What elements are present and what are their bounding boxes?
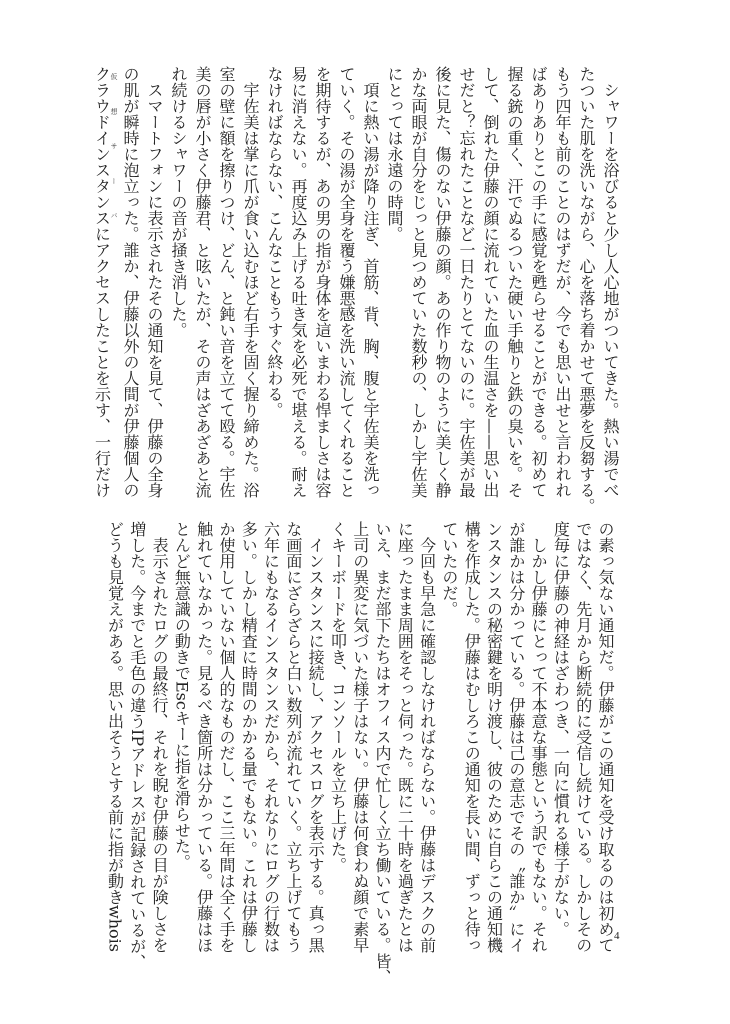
text-column: 六年にもなるインスタンスだから、それなりにログの行数は xyxy=(261,521,281,953)
text-column: 易に消えない。再度込み上げる吐き気を必死で堪える。耐え xyxy=(289,66,308,498)
text-column: とんど無意識の動きでEscキーに指を滑らせた。 xyxy=(172,521,192,870)
text-column: な画面にざらざらと白い数列が流れていく。立ち上げてもう xyxy=(283,521,303,953)
text-column: たついた肌を洗いながら、心を落ち着かせて悪夢を反芻する。 xyxy=(577,66,596,514)
text-column: 項に熱い湯が降り注ぎ、首筋、背、胸、腹と宇佐美を洗っ xyxy=(361,66,380,498)
text-column: か使用していない個人的なものだし、ここ三年間は全く手を xyxy=(216,521,236,953)
text-column: 触れていなかった。見るべき箇所は分かっている。伊藤はほ xyxy=(194,521,214,953)
text-column: 多い。しかし精査に時間のかかる量でもない。これは伊藤し xyxy=(239,521,259,953)
text-column: 表示されたログの最終行、それを睨む伊藤の目が険しさを xyxy=(150,521,170,953)
text-column xyxy=(90,66,119,498)
text-column: せだと？忘れたことなど一日たりとてないのに。宇佐美が最 xyxy=(457,66,476,498)
text-column: を期待するが、あの男の指が身体を這いまわる悍ましさは容 xyxy=(313,66,332,498)
text-column: しかし伊藤にとって不本意な事態という訳でもない。それ xyxy=(529,521,549,953)
text-column: して、倒れた伊藤の顔に流れていた血の生温さを——思い出 xyxy=(481,66,500,498)
ruby-term xyxy=(92,66,118,226)
text-column: 宇佐美は掌に爪が食い込むほど右手を固く握り締めた。浴 xyxy=(241,66,260,498)
text-column: ではなく、先月から断続的に受信し続けている。しかしその xyxy=(573,521,593,953)
text-column: ンスタンスの秘密鍵を明け渡し、彼のために自らこの通知機 xyxy=(484,521,504,953)
ruby-line-rest: にアクセスしたことを示す、一行だけ xyxy=(92,226,112,498)
text-column: の肌が瞬時に泡立った。誰か、伊藤以外の人間が伊藤個人の xyxy=(121,66,140,498)
text-column: ていたのだ。 xyxy=(439,521,459,617)
upper-text-block xyxy=(90,66,623,514)
text-column: 増した。今までと毛色の違うIPアドレスが記録されているが、 xyxy=(127,521,147,971)
text-column: 握る銃の重く、汗でぬるついた硬い手触りと鉄の臭いを。そ xyxy=(505,66,524,498)
text-column: いえ、まだ部下たちはオフィス内で忙しく立ち働いている。皆、 xyxy=(373,521,393,985)
text-column: スマートフォンに表示されたその通知を見て、伊藤の全身 xyxy=(145,66,164,498)
text-column: にとっては永遠の時間。 xyxy=(385,66,404,242)
text-column: インスタンスに接続し、アクセスログを表示する。真っ黒 xyxy=(306,521,326,953)
text-column: が誰かは分かっている。伊藤は己の意志でその〝誰か〟にイ xyxy=(506,521,526,953)
text-column: 室の壁に額を擦りつけ、どん、と鈍い音を立てて殴る。宇佐 xyxy=(217,66,236,498)
text-column: シャワーを浴びると少し人心地がついてきた。熱い湯でべ xyxy=(601,66,620,498)
text-column: 構を作成した。伊藤はむしろこの通知を長い間、ずっと待っ xyxy=(462,521,482,953)
text-column: 後に見た、傷のない伊藤の顔。あの作り物のように美しく静 xyxy=(433,66,452,498)
text-column: 今回も早急に確認しなければならない。伊藤はデスクの前 xyxy=(417,521,437,953)
text-column: 美の唇が小さく伊藤君、と呟いたが、その声はざあざあと流 xyxy=(193,66,212,498)
text-column: なければならない、こんなこともうすぐ終わる。 xyxy=(265,66,284,418)
text-column: の素っ気ない通知だ。伊藤がこの通知を受け取るのは初めて xyxy=(596,521,615,953)
text-column: に座ったまま周囲をそっと伺った。既に二十時を過ぎたとは xyxy=(395,521,415,953)
text-column: どうも見覚えがある。思い出そうとする前に指が動きwhois xyxy=(105,521,125,952)
ruby-reading: 仮想サーバ xyxy=(110,66,118,226)
ruby-base: クラウドインスタンス xyxy=(92,66,112,226)
text-column: かな両眼が自分をじっと見つめていた数秒の、しかし宇佐美 xyxy=(409,66,428,498)
page-number: 4 xyxy=(614,930,620,942)
text-column: れ続けるシャワーの音が掻き消した。 xyxy=(169,66,188,338)
text-column: 上司の異変に気づいた様子はない。伊藤は何食わぬ顔で素早 xyxy=(350,521,370,953)
text-column: 度毎に伊藤の神経はざわつき、一向に慣れる様子がない。 xyxy=(551,521,571,937)
lower-text-block xyxy=(103,521,616,985)
text-column: もう四年も前のことのはずだが、今でも思い出せと言われれ xyxy=(553,66,572,498)
text-column: ばありありとこの手に感覚を甦らせることができる。初めて xyxy=(529,66,548,498)
text-column: ていく。その湯が全身を覆う嫌悪感を洗い流してくれること xyxy=(337,66,356,498)
text-column: くキーボードを叩き、コンソールを立ち上げた。 xyxy=(328,521,348,873)
